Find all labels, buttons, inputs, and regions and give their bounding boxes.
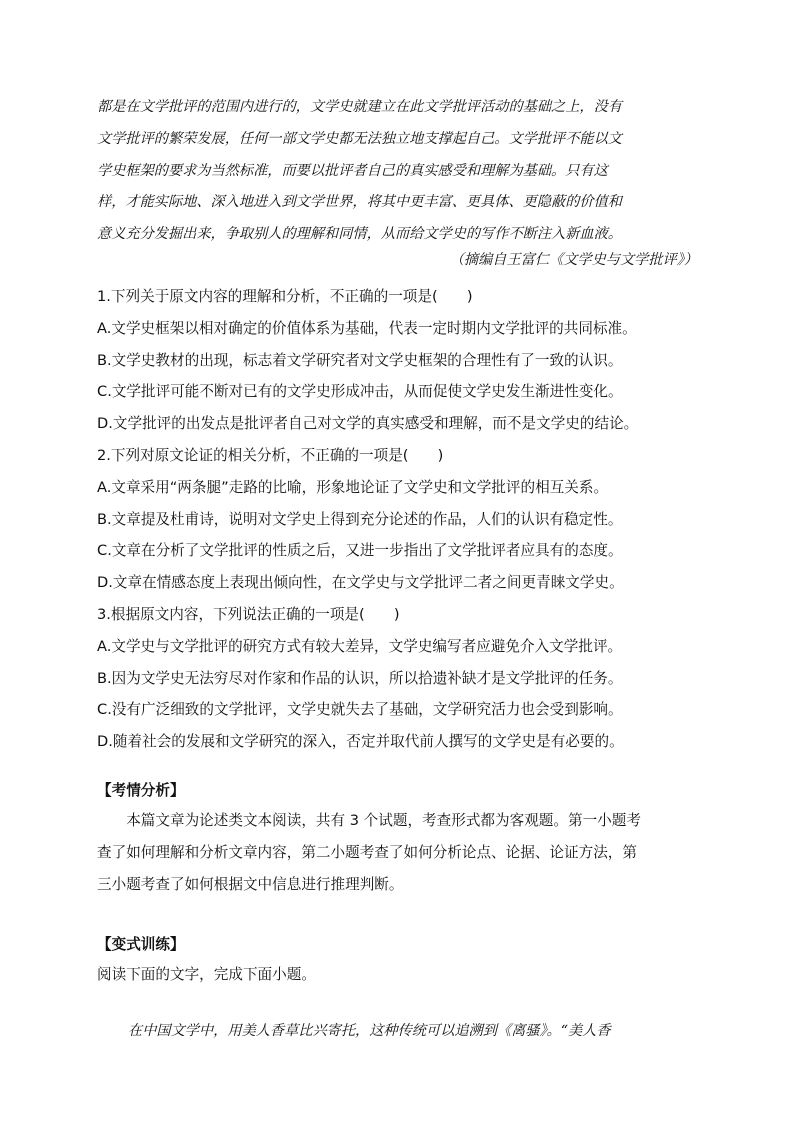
analysis-line: 查了如何理解和分析文章内容，第二小题考查了如何分析论点、论据、论证方法，第 [97, 844, 637, 861]
passage-source: （摘编自王富仁《文学史与文学批评》） [449, 252, 698, 268]
practice-heading: 【变式训练】 [97, 936, 185, 953]
question-option: C.文章在分析了文学批评的性质之后，又进一步指出了文学批评者应具有的态度。 [97, 542, 623, 560]
analysis-text [97, 805, 705, 901]
question-option: D.文学批评的出发点是批评者自己对文学的真实感受和理解，而不是文学史的结论。 [97, 415, 639, 433]
question-option: C.文学批评可能不断对已有的文学史形成冲击，从而促使文学史发生渐进性变化。 [97, 383, 623, 401]
passage-line: 意义充分发掘出来，争取别人的理解和同情，从而给文学史的写作不断注入新血液。 [97, 226, 622, 243]
question-stem: 2.下列对原文论证的相关分析，不正确的一项是( ) [97, 446, 444, 464]
question-option: B.因为文学史无法穷尽对作家和作品的认识，所以拾遗补缺才是文学批评的任务。 [97, 669, 623, 687]
question-stem: 1.下列关于原文内容的理解和分析，不正确的一项是( ) [97, 288, 473, 305]
practice-instruction: 阅读下面的文字，完成下面小题。 [97, 966, 316, 983]
passage-line: 样，才能实际地、深入地进入到文学世界，将其中更丰富、更具体、更隐蔽的价值和 [97, 194, 622, 211]
analysis-line: 三小题考查了如何根据文中信息进行推理判断。 [97, 876, 404, 893]
passage-line: 学史框架的要求为当然标准，而要以批评者自己的真实感受和理解为基础。只有这 [97, 162, 608, 179]
question-option: C.没有广泛细致的文学批评，文学史就失去了基础，文学研究活力也会受到影响。 [97, 701, 623, 719]
question-option: B.文学史教材的出现，标志着文学研究者对文学史框架的合理性有了一致的认识。 [97, 351, 623, 369]
question-option: A.文学史框架以相对确定的价值体系为基础，代表一定时期内文学批评的共同标准。 [97, 319, 637, 337]
passage-line: 文学批评的繁荣发展，任何一部文学史都无法独立地支撑起自己。文学批评不能以文 [97, 130, 622, 147]
question-option: B.文章提及杜甫诗，说明对文学史上得到充分论述的作品，人们的认识有稳定性。 [97, 510, 623, 528]
passage-text [97, 92, 702, 251]
analysis-heading: 【考情分析】 [97, 782, 185, 799]
passage-line: 都是在文学批评的范围内进行的，文学史就建立在此文学批评活动的基础之上，没有 [97, 99, 622, 115]
question-option: A.文章采用“两条腿”走路的比喻，形象地论证了文学史和文学批评的相互关系。 [97, 478, 609, 496]
question-option: D.随着社会的发展和文学研究的深入，否定并取代前人撰写的文学史是有必要的。 [97, 733, 624, 751]
question-option: A.文学史与文学批评的研究方式有较大差异，文学史编写者应避免介入文学批评。 [97, 637, 623, 655]
practice-excerpt: 在中国文学中，用美人香草比兴寄托，这种传统可以追溯到《离骚》。“美人香 [128, 1023, 611, 1039]
question-option: D.文章在情感态度上表现出倾向性，在文学史与文学批评二者之间更青睐文学史。 [97, 574, 624, 592]
analysis-line: 本篇文章为论述类文本阅读，共有 3 个试题，考查形式都为客观题。第一小题考 [97, 812, 641, 829]
question-stem: 3.根据原文内容，下列说法正确的一项是( ) [97, 605, 400, 623]
question-list [97, 281, 707, 758]
